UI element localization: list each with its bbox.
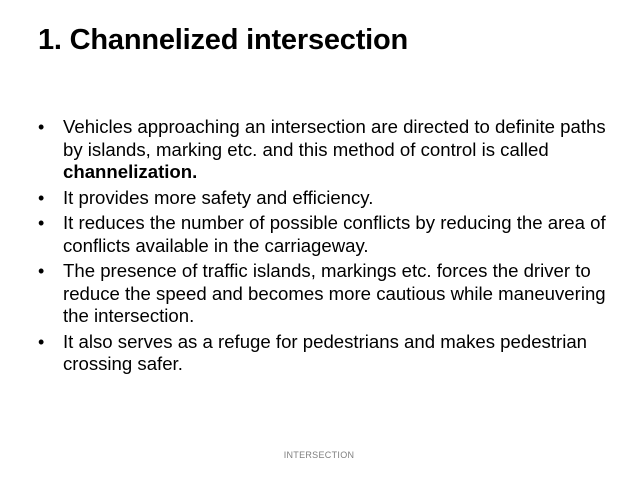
slide-footer: INTERSECTION xyxy=(283,450,355,460)
bullet-text: The presence of traffic islands, markings etc. forces the driver to reduce the speed and becomes more cautious while maneuvering the intersection. xyxy=(63,260,606,326)
bullet-text: Vehicles approaching an intersection are directed to definite paths by islands, marking etc. and this method of control is called xyxy=(63,116,606,160)
bullet-icon: • xyxy=(38,213,45,233)
bullet-list xyxy=(38,116,608,379)
bullet-icon: • xyxy=(38,187,45,208)
bullet-icon: • xyxy=(38,117,45,137)
bullet-text: It also serves as a refuge for pedestrians and makes pedestrian crossing safer. xyxy=(63,330,588,374)
bullet-item xyxy=(38,116,608,184)
slide-title: 1. Channelized intersection xyxy=(38,24,409,56)
bullet-icon: • xyxy=(38,331,45,352)
bullet-item xyxy=(38,187,608,210)
bullet-text: It reduces the number of possible conflicts by reducing the area of conflicts available in the carriageway. xyxy=(63,212,606,256)
bullet-bold-text: channelization. xyxy=(63,161,198,182)
bullet-item xyxy=(38,260,608,328)
bullet-icon: • xyxy=(38,261,45,281)
bullet-text: It provides more safety and efficiency. xyxy=(63,186,374,208)
bullet-item xyxy=(38,212,608,257)
bullet-item xyxy=(38,331,608,376)
